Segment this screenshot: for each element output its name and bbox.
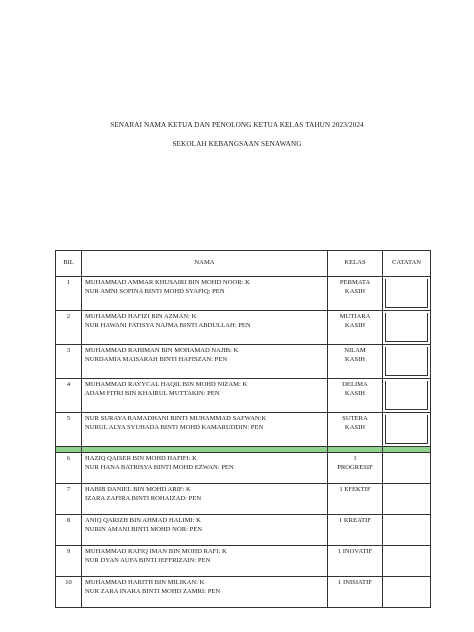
class-name-line1: NILAM (344, 347, 366, 354)
class-name-line1: 1 (353, 455, 357, 462)
ketua-name: MUHAMMAD RAFIQ IMAN BIN MOHD RAFI: K (85, 548, 227, 555)
catatan-cell (383, 577, 431, 608)
catatan-box (385, 381, 428, 410)
class-name-line2: KASIH (344, 389, 366, 397)
class-name-line1: PERMATA (339, 279, 371, 286)
class-cell (328, 484, 383, 515)
class-name-line1: DELIMA (342, 381, 368, 388)
penolong-name: NURUL ALYA SYUHADA BINTI MOHD KAMARUDDIN: PEN (85, 423, 264, 431)
table-row (56, 345, 431, 379)
penolong-name: NURDAMIA MAISARAH BINTI HAFISZAN: PEN (85, 355, 228, 363)
class-name-line1: 1 KREATIF (338, 517, 372, 524)
table-row (56, 453, 431, 484)
table-row (56, 379, 431, 413)
class-name-line1: 1 INISIATIF (338, 579, 372, 586)
penolong-name: ADAM FITRI BIN KHAIRUL MUTTAKIN: PEN (85, 389, 220, 397)
document-title: SENARAI NAMA KETUA DAN PENOLONG KETUA KELAS TAHUN 2023/2024 (110, 121, 364, 129)
penolong-name: IZARA ZAFIRA BINTI ROHAIZAD: PEN (85, 494, 202, 502)
table-row (56, 277, 431, 311)
ketua-name: HABIB DANIEL BIN MOHD ARIF: K (85, 486, 191, 493)
row-number: 3 (56, 345, 82, 379)
class-name-line2: KASIH (344, 287, 366, 295)
name-cell (82, 484, 328, 515)
row-number: 10 (56, 577, 82, 608)
catatan-cell (383, 515, 431, 546)
class-cell (328, 453, 383, 484)
class-cell (328, 311, 383, 345)
ketua-name: MUHAMMAD HARITH BIN MILIKAN: K (85, 579, 205, 586)
row-number: 7 (56, 484, 82, 515)
class-cell (328, 515, 383, 546)
class-cell (328, 546, 383, 577)
class-name-line2: PROGRESIF (337, 463, 373, 471)
ketua-name: HAZIQ QAISER BIN MOHD HAFIFI: K (85, 455, 197, 462)
ketua-name: NUR SURAYA RAMADHANI BINTI MUHAMMAD SAFWAN:K (85, 415, 267, 422)
ketua-name: MUHAMMAD HAFIZI BIN AZMAN: K (85, 313, 197, 320)
row-number: 1 (56, 277, 82, 311)
table-row (56, 484, 431, 515)
name-cell (82, 379, 328, 413)
header-kelas: KELAS (328, 251, 383, 277)
table-row (56, 311, 431, 345)
catatan-cell (383, 546, 431, 577)
catatan-cell (383, 413, 431, 447)
name-cell (82, 577, 328, 608)
catatan-cell (383, 277, 431, 311)
catatan-box (385, 415, 428, 444)
catatan-cell (383, 379, 431, 413)
class-cell (328, 413, 383, 447)
table-row (56, 577, 431, 608)
catatan-cell (383, 484, 431, 515)
ketua-name: MUHAMMAD RAYYCAL HAQIL BIN MOHD NIZAM: K (85, 381, 248, 388)
header-bil: BIL (56, 251, 82, 277)
table-header-row (56, 251, 431, 277)
school-name: SEKOLAH KEBANGSAAN SENAWANG (172, 140, 302, 148)
name-cell (82, 515, 328, 546)
name-cell (82, 546, 328, 577)
class-name-line2: KASIH (344, 321, 366, 329)
class-cell (328, 277, 383, 311)
class-cell (328, 379, 383, 413)
name-cell (82, 277, 328, 311)
row-number: 5 (56, 413, 82, 447)
row-number: 8 (56, 515, 82, 546)
penolong-name: NUR HANA BATRISYA BINTI MOHD EZWAN: PEN (85, 463, 234, 471)
catatan-cell (383, 311, 431, 345)
table-row (56, 515, 431, 546)
name-cell (82, 345, 328, 379)
class-name-line2: KASIH (344, 355, 366, 363)
penolong-name: NUR AMNI SOFINA BINTI MOHD SYAFIQ: PEN (85, 287, 225, 295)
penolong-name: NURIN AMANI BINTI MOHD NOR: PEN (85, 525, 203, 533)
table-row (56, 413, 431, 447)
catatan-cell (383, 345, 431, 379)
catatan-cell (383, 453, 431, 484)
class-cell (328, 577, 383, 608)
class-name-line2: KASIH (344, 423, 366, 431)
table-row (56, 546, 431, 577)
ketua-name: ANIQ QARIZH BIN AHMAD HALIMI: K (85, 517, 201, 524)
catatan-box (385, 313, 428, 342)
row-number: 9 (56, 546, 82, 577)
class-cell (328, 345, 383, 379)
catatan-box (385, 347, 428, 376)
row-number: 6 (56, 453, 82, 484)
name-cell (82, 453, 328, 484)
penolong-name: NUR HAWANI FATISYA NAJMA BINTI ABDULLAH: PEN (85, 321, 251, 329)
catatan-box (385, 279, 428, 308)
class-name-line1: 1 EFEKTIF (339, 486, 371, 493)
name-cell (82, 413, 328, 447)
ketua-name: MUHAMMAD RAHIMAN BIN MOHAMAD NAJIB: K (85, 347, 239, 354)
name-cell (82, 311, 328, 345)
row-number: 4 (56, 379, 82, 413)
header-nama: NAMA (82, 251, 328, 277)
class-name-line1: MUTIARA (339, 313, 371, 320)
class-leaders-table (55, 250, 431, 608)
ketua-name: MUHAMMAD AMMAR KHUSAIRI BIN MOHD NOOR: K (85, 279, 250, 286)
class-name-line1: SUTERA (342, 415, 368, 422)
row-number: 2 (56, 311, 82, 345)
penolong-name: NUR DYAN AUFA BINTI JEFFRIZAIN: PEN (85, 556, 211, 564)
penolong-name: NUR ZARA INARA BINTI MOHD ZAMRI: PEN (85, 587, 221, 595)
header-catatan: CATATAN (383, 251, 431, 277)
class-name-line1: 1 INOVATIF (337, 548, 373, 555)
